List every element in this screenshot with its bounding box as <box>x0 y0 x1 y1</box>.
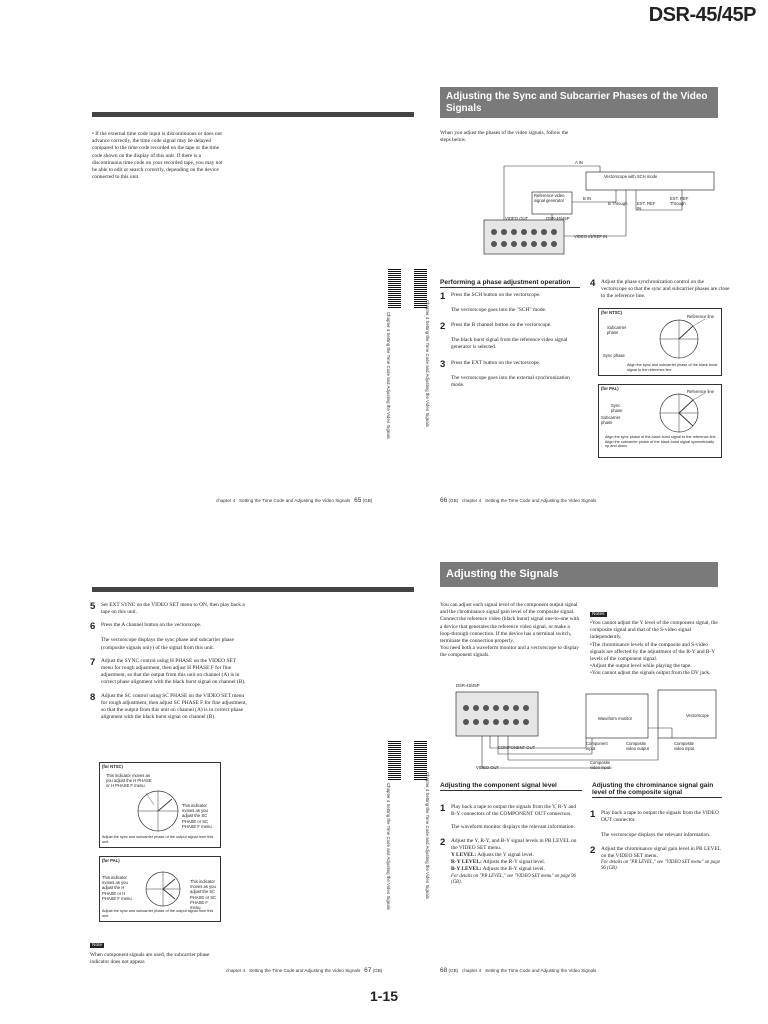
diagram-ref-gen: Reference video signal generator <box>534 193 565 204</box>
diagram-device: DSR-45/45P <box>546 216 570 221</box>
ntsc-sync-phase: Sync phase <box>603 353 625 358</box>
chroma-step-1: 1 Play back a tape to output the signals from the VIDEO OUT connector. <box>590 809 719 824</box>
footer-lang: (GB) <box>448 968 459 973</box>
y-level-row: Y LEVEL: Adjusts the Y signal level. <box>451 852 534 859</box>
sync-phase-intro: When you adjust the phases of the video signals, follow the steps below. <box>440 130 569 144</box>
step-2: 2 Press the B channel button on the vectorscope. <box>440 321 552 333</box>
diagram-a-in: A IN <box>575 160 583 165</box>
note-1: •You cannot adjust the Y level of the component signal, the composite signal and that of the S-video signal independently. <box>590 620 718 641</box>
note-tag: Note <box>92 943 103 948</box>
diagram-composite-video-input-2: Composite video input <box>590 760 611 771</box>
diagram-vectorscope: Vectorscope <box>686 713 710 718</box>
sync-connection-diagram <box>476 162 722 258</box>
notes-tag: Notes <box>592 612 605 617</box>
footer-chapter: chapter 4 <box>462 498 482 503</box>
diagram-ext-ref-in: EXT. REF IN <box>637 201 656 212</box>
comp-step-2: 2 Adjust the Y, R-Y, and B-Y signal levels in PB LEVEL on the VIDEO SET menu. <box>440 836 577 851</box>
footer-page-num: 68 <box>440 967 448 974</box>
footer-chapter: chapter 4 <box>462 968 482 973</box>
note-text: When component signals are used, the subcarrier phase indicator does not appear. <box>90 952 210 966</box>
ntsc-subcarrier-phase: Subcarrier phase <box>607 325 627 336</box>
comp-step-1: 1 Play back a tape to output the signals from the Y, R-Y and B-Y connectors of the COMPONENT OUT connectors. <box>440 803 577 818</box>
ntsc-indicator-sc: This indicator moves as you adjust the SC PHASE or SC PHASE F menu. <box>182 803 213 829</box>
page-65-bullet: • If the external time code input is discontinuous or does not advance correctly, the time code signal may be delayed compared to the time code recorded on the tape or the time code shown on the display of this unit. If there is a discontinuous time code on your recorded tape, you may not be able to edit or search correctly, depending on the device connected to this unit. <box>92 131 223 181</box>
ntsc-vectorscope-box <box>598 308 722 376</box>
by-level-row: B-Y LEVEL: Adjusts the B-Y signal level. <box>451 866 545 873</box>
ntsc-tag: (for NTSC) <box>601 310 622 315</box>
page-68-side-label: Chapter 4 Setting the Time Code and Adjusting the Video Signals <box>425 772 430 899</box>
diagram-b-through: B Through <box>608 201 628 206</box>
page-66-side-label: Chapter 4 Setting the Time Code and Adjusting the Video Signals <box>425 300 430 427</box>
ntsc-output-scope <box>130 787 186 835</box>
page-67-thumb-tab <box>388 740 401 780</box>
page-65-rule <box>92 112 414 117</box>
pal-indicator-sc: This indicator moves as you adjust the SC PHASE or SC PHASE F menu. <box>190 879 217 911</box>
pal-sync-phase: Sync phase <box>611 403 623 414</box>
page-67-note <box>90 933 218 966</box>
footer-lang: (GB) <box>372 968 383 973</box>
comp-step-1-sub: The waveform monitor displays the relevant information. <box>451 824 575 831</box>
diagram-composite-video-output: Composite video output <box>626 741 649 752</box>
footer-title: Setting the Time Code and Adjusting the Video Signals <box>249 968 361 973</box>
diagram-component-out: COMPONENT OUT <box>498 745 536 750</box>
left-ref: For details on "PB LEVEL," see "VIDEO SET menu" on page 96 (GB). <box>451 873 576 885</box>
step-1-sub: The vectorscope goes into the "SCH" mode. <box>451 307 547 313</box>
step-6: 6 Press the A channel button on the vectorscope. <box>90 621 202 633</box>
page-65-side-label: Chapter 4 Setting the Time Code and Adjusting the Video Signals <box>386 312 391 439</box>
component-level-steps <box>440 804 582 886</box>
diagram-b-in: B IN <box>583 196 592 201</box>
pal-scope-graphic <box>639 391 719 435</box>
device-box <box>484 220 564 254</box>
signals-notes <box>590 602 722 678</box>
step-7: 7 Adjust the SYNC control using H PHASE on the VIDEO SET menu for rough adjustment, then adjust H PHASE F for fine adjustment, so that the output from this unit on channel (A) is in correct phase alignment with the black burst signal on channel (B). <box>90 656 246 686</box>
page-67-rule <box>92 587 414 592</box>
chroma-gain-title: Adjusting the chrominance signal gain level of the composite signal <box>592 782 722 798</box>
step-2-sub: The black burst signal from the reference video signal generator is selected. <box>451 337 568 351</box>
adjusting-signals-header: Adjusting the Signals <box>440 562 718 587</box>
ntsc-reference-line: Reference line <box>687 314 715 319</box>
chroma-step-2: 2 Adjust the chrominance signal gain level in PB LEVEL on the VIDEO SET menu. <box>590 844 721 859</box>
sync-phase-header: Adjusting the Sync and Subcarrier Phases of the Video Signals <box>440 87 718 118</box>
step-5: 5 Set EXT SYNC on the VIDEO SET menu to ON, then play back a tape on this unit. <box>90 601 245 616</box>
step-3: 3 Press the EXT button on the vectorscope. <box>440 358 541 370</box>
phase-adjust-title: Performing a phase adjustment operation <box>440 279 580 288</box>
ntsc-tag: (for NTSC) <box>102 764 123 769</box>
diagram-composite-video-input-1: Composite video input <box>674 741 695 752</box>
diagram-component-input: Component input <box>586 741 608 752</box>
page-67-side-label: Chapter 4 Setting the Time Code and Adjusting the Video Signals <box>386 783 391 910</box>
note-2: •The chrominance levels of the composite and S-video signals are affected by the adjustment of the R-Y and B-Y levels of the component signal. <box>590 641 715 663</box>
ntsc-output-caption: Adjust the sync and subcarrier phase of the output signal from this unit. <box>102 835 214 844</box>
ntsc-output-box <box>99 762 221 848</box>
footer-page-num: 65 <box>354 497 362 504</box>
pal-output-caption: Adjust the sync and subcarrier phase of the output signal from this unit. <box>102 909 214 918</box>
device-box <box>456 692 538 736</box>
chroma-gain-steps <box>590 810 722 872</box>
footer-page-num: 67 <box>364 967 372 974</box>
footer-title: Setting the Time Code and Adjusting the Video Signals <box>239 498 351 503</box>
right-ref: For details on "PB LEVEL," see "VIDEO SET menu" on page 96 (GB). <box>601 860 720 872</box>
note-4: •You cannot adjust the signals output from the DV jack. <box>590 670 711 677</box>
pal-caption: Align the sync phase of the black burst signal to the reference line. Align the subcarrier phase of the black burst signal symmetrically up and down. <box>605 435 717 449</box>
pal-output-scope <box>138 869 188 909</box>
pal-tag: (for PAL) <box>102 858 120 863</box>
pal-reference-line: Reference line <box>687 389 715 394</box>
page-65-footer <box>216 497 372 504</box>
phase-steps-5-8 <box>90 602 248 721</box>
model-title: DSR-45/45P <box>648 4 756 26</box>
step-4: 4 Adjust the phase synchronization control on the vectorscope so that the sync and subcarrier phases are close to the reference line. <box>590 278 730 300</box>
pal-tag: (for PAL) <box>601 386 619 391</box>
ntsc-caption: Align the sync and subcarrier phase of the black burst signal to the reference line. <box>627 363 718 372</box>
pal-subcarrier-phase: Subcarrier phase <box>601 415 621 426</box>
page-67-footer <box>226 967 382 974</box>
page-number: 1-15 <box>369 988 399 1004</box>
pal-vectorscope-box <box>598 384 722 458</box>
page-66-footer <box>440 497 596 504</box>
pal-output-box <box>99 856 221 922</box>
diagram-video-in-ref-in: VIDEO IN/REF IN <box>574 234 608 239</box>
chroma-step-1-sub: The vectorscope displays the relevant information. <box>601 832 711 839</box>
diagram-vectorscope: Vectorscope with SCH mode <box>604 174 658 179</box>
signals-intro: You can adjust each signal level of the component output signal and the chrominance signal gain level of the composite signal. Connect the reference video (black burst) signal one-to-one with a device that generates the reference video signal, or make a loop-through connection. If the device has a terminal switch, terminate the connection properly. You need both a waveform monitor and a vectorscope to display the component signals. <box>440 602 580 659</box>
signals-connection-diagram <box>452 688 722 774</box>
level-list <box>451 852 582 886</box>
footer-chapter: chapter 4 <box>216 498 236 503</box>
pal-indicator-h: This indicator moves as you adjust the H PHASE or H PHASE F menu. <box>102 875 133 901</box>
footer-page-num: 66 <box>440 497 448 504</box>
footer-lang: (GB) <box>362 498 373 503</box>
ntsc-scope-graphic <box>639 317 719 361</box>
page-68-footer <box>440 967 596 974</box>
diagram-video-out: VIDEO OUT <box>505 216 529 221</box>
step-6-sub: The vectorscope displays the sync phase and subcarrier phase (composite signals only) of the signal from this unit. <box>101 637 234 651</box>
component-level-title: Adjusting the component signal level <box>440 782 582 791</box>
footer-lang: (GB) <box>448 498 459 503</box>
diagram-waveform: Waveform monitor <box>598 716 633 721</box>
note-3: •Adjust the output level while playing the tape. <box>590 663 692 670</box>
footer-chapter: chapter 4 <box>226 968 246 973</box>
footer-title: Setting the Time Code and Adjusting the Video Signals <box>485 968 597 973</box>
diagram-video-out: VIDEO OUT <box>476 765 500 770</box>
step-1: 1 Press the SCH button on the vectorscope. <box>440 291 541 302</box>
page-65-thumb-tab <box>388 268 401 308</box>
diagram-device: DSR-45/45P <box>456 683 480 688</box>
step-8: 8 Adjust the SC control using SC PHASE on the VIDEO SET menu for rough adjustment, then adjust SC PHASE F for fine adjustment, so that the output from this unit on channel (A) is in correct phase alignment with the black burst signal on channel (B). <box>90 691 247 721</box>
diagram-ext-ref-through: EXT. REF Through <box>670 196 689 207</box>
ry-level-row: R-Y LEVEL: Adjusts the R-Y signal level. <box>451 859 546 866</box>
step-3-sub: The vectorscope goes into the external synchronization mode. <box>451 374 570 388</box>
ntsc-indicator-h: This indicator moves as you adjust the H PHASE or H PHASE F menu. <box>106 773 152 789</box>
phase-steps-1-3 <box>440 292 580 389</box>
footer-title: Setting the Time Code and Adjusting the Video Signals <box>485 498 597 503</box>
